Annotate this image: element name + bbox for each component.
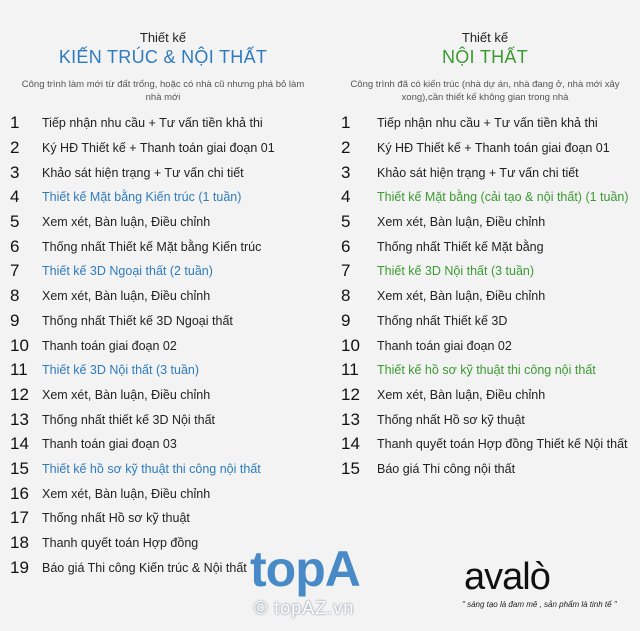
step-text: Thiết kế 3D Nội thất (3 tuần) [42, 363, 200, 378]
step-number: 5 [341, 212, 351, 232]
list-item [8, 506, 318, 531]
step-number: 3 [341, 162, 351, 182]
step-text: Thiết kế hồ sơ kỹ thuật thi công nội thất [377, 363, 596, 378]
step-text: Thiết kế 3D Ngoại thất (2 tuần) [42, 264, 213, 279]
step-text: Xem xét, Bàn luận, Điều chỉnh [42, 289, 211, 304]
step-number: 12 [341, 384, 360, 404]
step-number: 19 [10, 557, 29, 577]
list-item [8, 284, 318, 309]
list-item [8, 185, 318, 210]
list-item [335, 309, 635, 334]
left-steps-list [8, 111, 318, 580]
step-text: Xem xét, Bàn luận, Điều chỉnh [42, 387, 211, 402]
list-item [8, 383, 318, 408]
right-heading-main: NỘI THẤT [441, 47, 529, 67]
step-number: 17 [10, 508, 29, 528]
step-text: Thống nhất Hồ sơ kỹ thuật [377, 412, 525, 427]
avalo-brand-logo [462, 556, 617, 616]
step-number: 10 [341, 335, 360, 355]
list-item [8, 457, 318, 482]
step-number: 2 [10, 138, 20, 158]
right-steps-list [335, 111, 635, 481]
list-item [8, 234, 318, 259]
step-number: 9 [10, 310, 20, 330]
step-text: Báo giá Thi công Kiến trúc & Nội thất [42, 560, 247, 575]
step-text: Xem xét, Bàn luận, Điều chỉnh [377, 289, 546, 304]
topaz-logo-text: topA [250, 541, 360, 597]
step-number: 15 [341, 458, 360, 478]
list-item [335, 259, 635, 284]
left-heading-top: Thiết kế [139, 30, 187, 45]
step-text: Tiếp nhận nhu cầu + Tư vấn tiền khả thi [42, 116, 263, 131]
avalo-logo-text: avalò [464, 556, 550, 598]
list-item [8, 407, 318, 432]
step-number: 5 [10, 212, 20, 232]
list-item [335, 111, 635, 136]
list-item [335, 383, 635, 408]
step-number: 14 [10, 434, 29, 454]
step-text: Xem xét, Bàn luận, Điều chỉnh [42, 215, 211, 230]
step-text: Khảo sát hiện trạng + Tư vấn chi tiết [377, 165, 579, 180]
list-item [8, 136, 318, 161]
step-number: 7 [341, 261, 351, 281]
left-description: Công trình làm mới từ đất trống, hoặc có nhà cũ nhưng phá bỏ làm nhà mới [21, 79, 305, 103]
step-number: 13 [341, 409, 360, 429]
step-number: 6 [10, 236, 20, 256]
step-number: 13 [10, 409, 29, 429]
step-number: 14 [341, 434, 360, 454]
topaz-watermark-logo [250, 540, 400, 625]
step-number: 2 [341, 138, 351, 158]
step-text: Thống nhất Thiết kế Mặt bằng Kiến trúc [42, 239, 262, 254]
right-description: Công trình đã có kiến trúc (nhà dự án, nhà đang ở, nhà mới xây xong),cần thiết kế không gian trong nhà [350, 79, 620, 103]
list-item [8, 309, 318, 334]
step-number: 9 [341, 310, 351, 330]
step-text: Báo giá Thi công nội thất [377, 461, 516, 476]
step-text: Thống nhất thiết kế 3D Nội thất [42, 412, 216, 427]
step-text: Thống nhất Thiết kế 3D [377, 313, 508, 328]
left-heading-main: KIẾN TRÚC & NỘI THẤT [58, 47, 268, 67]
step-number: 7 [10, 261, 20, 281]
list-item [8, 333, 318, 358]
list-item [335, 407, 635, 432]
step-text: Thanh quyết toán Hợp đồng [42, 536, 199, 551]
step-text: Khảo sát hiện trạng + Tư vấn chi tiết [42, 165, 244, 180]
step-number: 1 [10, 113, 20, 133]
list-item [335, 210, 635, 235]
step-text: Xem xét, Bàn luận, Điều chỉnh [377, 387, 546, 402]
step-text: Thiết kế 3D Nội thất (3 tuần) [377, 264, 535, 279]
step-number: 16 [10, 483, 29, 503]
step-text: Thanh toán giai đoạn 02 [42, 338, 177, 353]
list-item [8, 160, 318, 185]
list-item [8, 358, 318, 383]
step-number: 15 [10, 458, 29, 478]
list-item [335, 432, 635, 457]
step-number: 18 [10, 533, 29, 553]
step-text: Ký HĐ Thiết kế + Thanh toán giai đoạn 01 [42, 141, 275, 156]
list-item [335, 457, 635, 482]
step-number: 6 [341, 236, 351, 256]
step-text: Thanh toán giai đoạn 02 [377, 338, 512, 353]
step-text: Thanh quyết toán Hợp đồng Thiết kế Nội thất [377, 437, 628, 452]
step-number: 3 [10, 162, 20, 182]
step-number: 4 [341, 187, 351, 207]
step-number: 1 [341, 113, 351, 133]
step-text: Xem xét, Bàn luận, Điều chỉnh [42, 486, 211, 501]
list-item [335, 358, 635, 383]
topaz-url-text: © topAZ.vn [254, 598, 355, 618]
left-column [8, 0, 318, 577]
list-item [8, 111, 318, 136]
step-text: Thanh toán giai đoạn 03 [42, 437, 177, 452]
step-number: 10 [10, 335, 29, 355]
list-item [335, 284, 635, 309]
step-text: Thống nhất Thiết kế Mặt bằng [377, 239, 544, 254]
list-item [335, 234, 635, 259]
list-item [335, 333, 635, 358]
step-text: Xem xét, Bàn luận, Điều chỉnh [377, 215, 546, 230]
right-column [335, 0, 635, 478]
step-number: 12 [10, 384, 29, 404]
list-item [8, 259, 318, 284]
step-text: Thiết kế hồ sơ kỹ thuật thi công nội thất [42, 461, 261, 476]
step-number: 11 [10, 360, 28, 380]
list-item [335, 136, 635, 161]
step-number: 8 [341, 286, 351, 306]
list-item [8, 481, 318, 506]
avalo-slogan: " sáng tạo là đam mê , sản phẩm là tinh tế " [462, 600, 617, 609]
list-item [8, 432, 318, 457]
step-text: Thiết kế Mặt bằng (cải tạo & nội thất) (1 tuần) [377, 190, 629, 205]
step-text: Thiết kế Mặt bằng Kiến trúc (1 tuần) [42, 190, 242, 205]
list-item [8, 210, 318, 235]
step-text: Ký HĐ Thiết kế + Thanh toán giai đoạn 01 [377, 141, 610, 156]
step-text: Thống nhất Hồ sơ kỹ thuật [42, 511, 190, 526]
right-heading-top: Thiết kế [461, 30, 509, 45]
step-number: 8 [10, 286, 20, 306]
step-number: 4 [10, 187, 20, 207]
step-text: Thống nhất Thiết kế 3D Ngoại thất [42, 313, 233, 328]
list-item [335, 185, 635, 210]
list-item [335, 160, 635, 185]
step-number: 11 [341, 360, 359, 380]
step-text: Tiếp nhận nhu cầu + Tư vấn tiền khả thi [377, 116, 598, 131]
